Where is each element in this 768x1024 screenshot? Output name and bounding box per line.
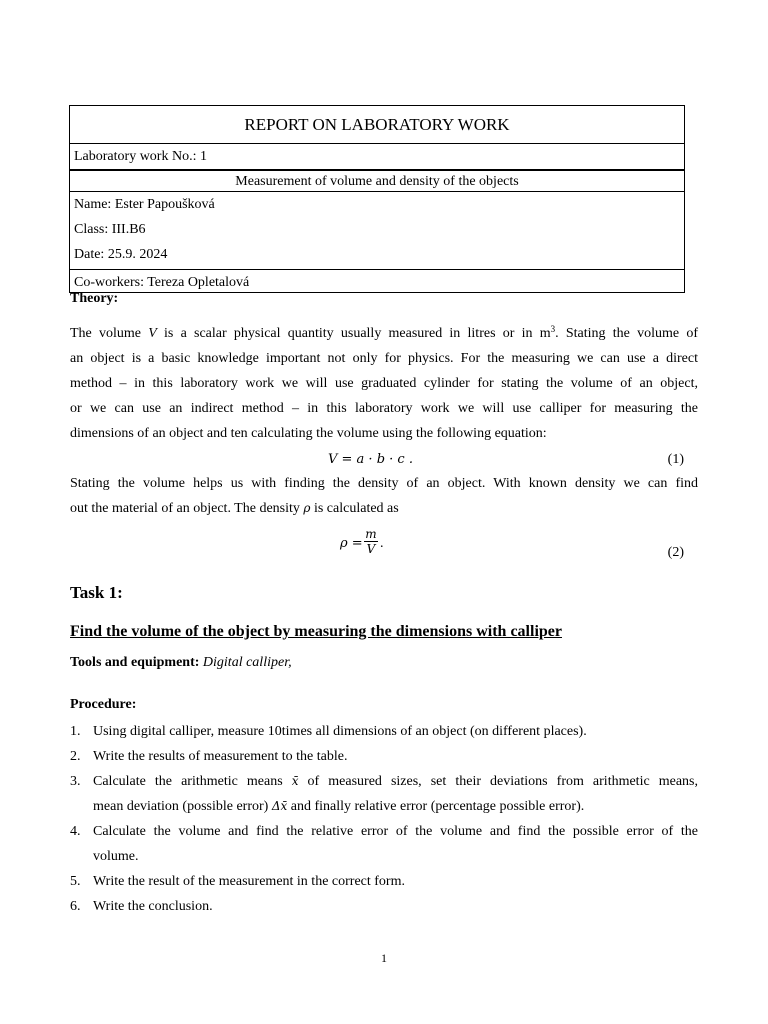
text-run: mean deviation (possible error): [93, 799, 272, 814]
text-run: is calculated as: [310, 501, 399, 516]
mean-deviation-symbol: Δx̄: [271, 799, 288, 813]
coworkers: Co-workers: Tereza Opletalová: [70, 270, 684, 293]
text-run: . Stating the volume of: [555, 326, 698, 341]
equation-2: [70, 527, 684, 567]
mean-symbol: x̄: [291, 774, 299, 788]
fraction: [364, 527, 378, 556]
text-line: method – in this laboratory work we will use graduated cylinder for stating the volume of an object,: [70, 376, 698, 391]
student-info: [70, 192, 684, 270]
theory-paragraph-1: [70, 321, 698, 446]
fraction-denominator: V: [366, 542, 376, 556]
fraction-numerator: m: [365, 527, 377, 541]
density-symbol: ρ: [303, 501, 311, 515]
step-number: 6.: [70, 899, 81, 914]
lab-work-number: Laboratory work No.: 1: [70, 144, 684, 170]
text-run: out the material of an object. The density: [70, 501, 304, 516]
theory-heading: Theory:: [70, 291, 119, 306]
tools-value: Digital calliper,: [199, 655, 292, 670]
procedure-step: [70, 819, 698, 869]
step-text: Calculate the volume and find the relative error of the volume and find the possible error of the: [93, 824, 698, 839]
step-number: 4.: [70, 824, 81, 839]
tools-and-equipment: [70, 655, 292, 671]
text-line: dimensions of an object and ten calculating the volume using the following equation:: [70, 426, 547, 441]
step-text: Using digital calliper, measure 10times all dimensions of an object (on different places).: [93, 724, 587, 739]
procedure-step: [70, 719, 698, 744]
equation-period: .: [380, 536, 384, 551]
tools-label: Tools and equipment:: [70, 655, 200, 670]
volume-symbol: V: [148, 326, 157, 341]
procedure-step: [70, 869, 698, 894]
step-text: [93, 769, 698, 794]
text-line: [70, 496, 698, 521]
lab-work-subject: Measurement of volume and density of the objects: [70, 170, 684, 192]
procedure-heading: Procedure:: [70, 697, 137, 712]
step-number: 1.: [70, 724, 81, 739]
step-text: [93, 794, 698, 819]
text-run: The volume: [70, 326, 149, 341]
step-text: Write the result of the measurement in the correct form.: [93, 874, 405, 889]
equation-number: (2): [667, 545, 684, 560]
superscript: 3: [550, 324, 556, 334]
student-class: Class: III.B6: [74, 222, 146, 237]
report-date: Date: 25.9. 2024: [74, 247, 168, 262]
student-name: Name: Ester Papoušková: [74, 197, 215, 212]
step-number: 3.: [70, 774, 81, 789]
step-text: volume.: [93, 849, 139, 864]
text-line: Stating the volume helps us with finding the density of an object. With known density we can find: [70, 476, 698, 491]
equation-number: (1): [667, 452, 684, 467]
theory-paragraph-2: [70, 471, 698, 521]
text-line: or we can use an indirect method – in this laboratory work we will use calliper for measuring the: [70, 401, 698, 416]
task-heading: Task 1:: [70, 583, 123, 602]
procedure-list: [70, 719, 698, 919]
procedure-step: [70, 894, 698, 919]
procedure-step: [70, 769, 698, 819]
density-lhs: ρ =: [340, 536, 363, 551]
report-title: REPORT ON LABORATORY WORK: [70, 106, 684, 144]
step-text: Write the conclusion.: [93, 899, 213, 914]
procedure-step: [70, 744, 698, 769]
text-run: and finally relative error (percentage possible error).: [287, 799, 585, 814]
step-number: 5.: [70, 874, 81, 889]
volume-formula: V = a · b · c .: [328, 452, 413, 467]
text-line: an object is a basic knowledge important not only for physics. For the measuring we can use a direct: [70, 351, 698, 366]
text-run: is a scalar physical quantity usually measured in litres or in m: [156, 326, 551, 341]
text-run: of measured sizes, set their deviations from arithmetic means,: [298, 774, 698, 789]
step-number: 2.: [70, 749, 81, 764]
report-header-table: [69, 105, 685, 293]
step-text: Write the results of measurement to the table.: [93, 749, 348, 764]
task-title: Find the volume of the object by measuring the dimensions with calliper: [70, 623, 562, 640]
text-line: [70, 321, 698, 346]
page-number: 1: [381, 951, 387, 965]
text-run: Calculate the arithmetic means: [93, 774, 292, 789]
